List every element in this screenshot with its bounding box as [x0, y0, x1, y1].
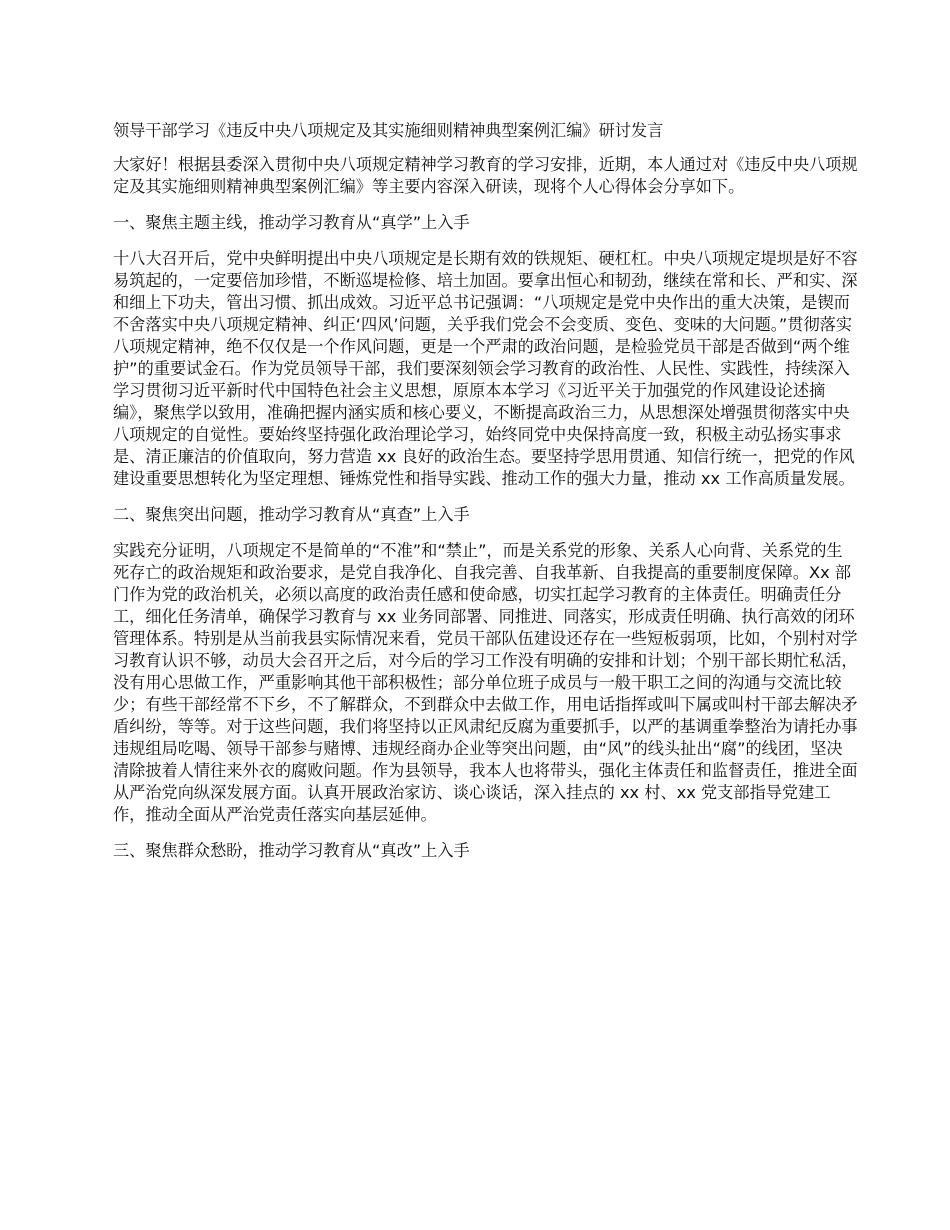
section-heading-3: 三、聚焦群众愁盼，推动学习教育从“真改”上入手 — [113, 841, 470, 860]
section-heading-2: 二、聚焦突出问题，推动学习教育从“真查”上入手 — [113, 505, 470, 524]
document-title: 领导干部学习《违反中央八项规定及其实施细则精神典型案例汇编》研讨发言 — [113, 121, 664, 140]
section-body-2: 实践充分证明，八项规定不是简单的“不准”和“禁止”，而是关系党的形象、关系人心向背、关系党的生死存亡的政治规矩和政治要求，是党自我净化、自我完善、自我革新、自我提高的重要制度保障。Xx 部门作为党的政治机关，必须以高度的政治责任感和使命感，切实扛起学习教育的主体责任。明确责任分工，细化任务清单，确保学习教育与 xx 业务同部署、同推进、同落实，形成责任明确、执行高效的闭环管理体系。特别是从当前我县实际情况来看，党员干部队伍建设还存在一些短板弱项，比如，个别村对学习教育认识不够，动员大会召开之后，对今后的学习工作没有明确的安排和计划；个别干部长期忙私活，没有用心思做工作，严重影响其他干部积极性；部分单位班子成员与一般干职工之间的沟通与交流比较少；有些干部经常不下乡，不了解群众，不到群众中去做工作，用电话指挥或叫下属或叫村干部去解决矛盾纠纷，等等。对于这些问题，我们将坚持以正风肃纪反腐为重要抓手，以严的基调重拳整治为请托办事违规组局吃喝、领导干部参与赌博、违规经商办企业等突出问题，由“风”的线头扯出“腐”的线团，坚决清除披着人情往来外衣的腐败问题。作为县领导，我本人也将带头，强化主体责任和监督责任，推进全面从严治党向纵深发展方面。认真开展政治家访、谈心谈话，深入挂点的 xx 村、xx 党支部指导党建工作，推动全面从严治党责任落实向基层延伸。 — [113, 541, 858, 824]
section-body-1: 十八大召开后，党中央鲜明提出中央八项规定是长期有效的铁规矩、硬杠杠。中央八项规定堤坝是好不容易筑起的，一定要倍加珍惜，不断巡堤检修、培土加固。要拿出恒心和韧劲，继续在常和长、严和实、深和细上下功夫，管出习惯、抓出成效。习近平总书记强调：“八项规定是党中央作出的重大决策，是锲而不舍落实中央八项规定精神、纠正‘四风’问题，关乎我们党会不会变质、变色、变味的大问题。”贯彻落实八项规定精神，绝不仅仅是一个作风问题，更是一个严肃的政治问题，是检验党员干部是否做到“两个维护”的重要试金石。作为党员领导干部，我们要深刻领会学习教育的政治性、人民性、实践性，持续深入学习贯彻习近平新时代中国特色社会主义思想，原原本本学习《习近平关于加强党的作风建设论述摘编》，聚焦学以致用，准确把握内涵实质和核心要义，不断提高政治三力，从思想深处增强贯彻落实中央八项规定的自觉性。要始终坚持强化政治理论学习，始终同党中央保持高度一致，积极主动弘扬实事求是、清正廉洁的价值取向，努力营造 xx 良好的政治生态。要坚持学思用贯通、知信行统一，把党的作风建设重要思想转化为坚定理想、锤炼党性和指导实践、推动工作的强大力量，推动 xx 工作高质量发展。 — [113, 249, 858, 488]
section-heading-1: 一、聚焦主题主线，推动学习教育从“真学”上入手 — [113, 213, 470, 232]
document-page — [113, 120, 858, 876]
intro-paragraph: 大家好！根据县委深入贯彻中央八项规定精神学习教育的学习安排，近期，本人通过对《违反中央八项规定及其实施细则精神典型案例汇编》等主要内容深入研读，现将个人心得体会分享如下。 — [113, 155, 858, 196]
